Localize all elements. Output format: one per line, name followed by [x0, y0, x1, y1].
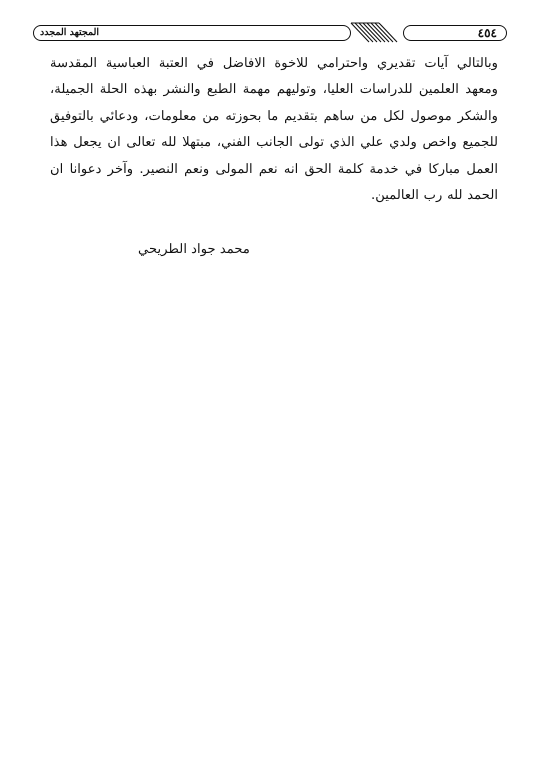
body-paragraph: وبالتالي آيات تقديري واحترامي للاخوة الافاضل في العتبة العباسية المقدسة ومعهد العلمين للدراسات العليا، وتوليهم مهمة الطبع والنشر بهذه الحلة الجميلة، والشكر موصول لكل من ساهم بتقديم ما بحوزته من معلومات، ودعائي بالتوفيق للجميع واخص ولدي علي الذي تولى الجانب الفني، مبتهلا لله تعالى ان يجعل هذا العمل مباركا في خدمة كلمة الحق انه نعم المولى ونعم النصير. وآخر دعوانا ان الحمد لله رب العالمين.	[50, 56, 498, 204]
author-signature: محمد جواد الطريحي	[138, 242, 250, 257]
running-header	[33, 22, 507, 43]
page-number: ٤٥٤	[477, 26, 497, 40]
header-ornament	[345, 22, 405, 43]
running-title: المجتهد المجدد	[40, 27, 100, 38]
